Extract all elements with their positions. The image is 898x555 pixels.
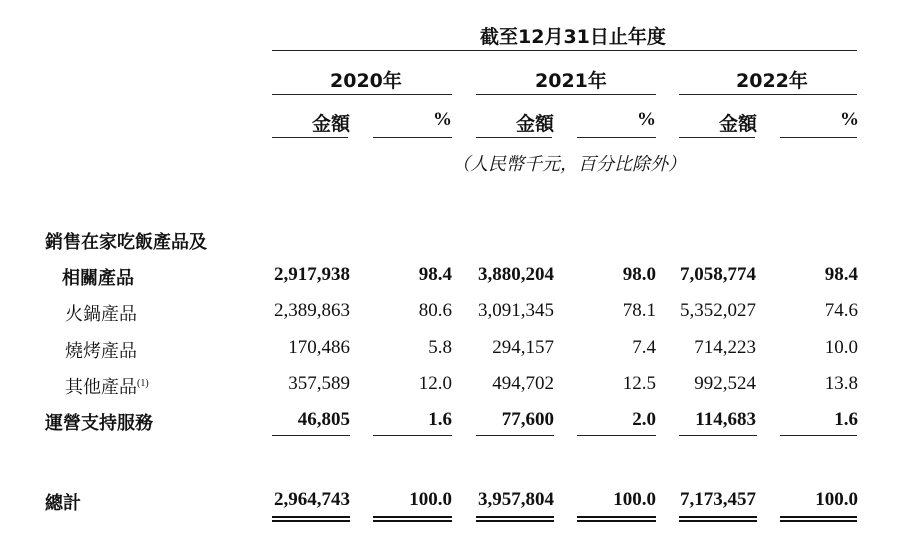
- row-label-other-text: 其他產品: [65, 377, 137, 398]
- cell: 3,957,804: [478, 489, 554, 510]
- col-rule: [679, 137, 755, 138]
- cell: 2,389,863: [274, 300, 350, 321]
- subtotal-rule: [272, 435, 350, 436]
- period-title: 截至12月31日止年度: [480, 26, 666, 48]
- col-rule: [780, 137, 857, 138]
- col-rule: [577, 137, 656, 138]
- row-label-support: 運營支持服務: [45, 413, 153, 434]
- cell: 2,917,938: [274, 264, 350, 285]
- subtotal-rule: [577, 435, 656, 436]
- footnote-marker: (1): [137, 378, 149, 389]
- total-double-rule: [780, 516, 857, 522]
- cell: 992,524: [694, 373, 756, 394]
- amount-label-2020: 金額: [312, 113, 351, 135]
- cell: 357,589: [288, 373, 350, 394]
- cell: 7.4: [632, 337, 656, 358]
- cell: 2.0: [632, 409, 656, 430]
- amount-label-2022: 金額: [719, 113, 758, 135]
- cell: 98.0: [622, 264, 656, 285]
- col-rule: [272, 137, 348, 138]
- total-double-rule: [577, 516, 656, 522]
- cell: 80.6: [418, 300, 452, 321]
- cell: 98.4: [824, 264, 858, 285]
- amount-label-2021: 金額: [516, 113, 555, 135]
- pct-label-2022: %: [840, 109, 859, 130]
- subtotal-rule: [476, 435, 554, 436]
- year-2020: 2020年: [330, 70, 402, 92]
- total-double-rule: [272, 516, 350, 522]
- cell: 12.5: [622, 373, 656, 394]
- row-label-related: 相關產品: [62, 268, 134, 289]
- row-label-total: 總計: [45, 493, 81, 514]
- cell: 100.0: [815, 489, 858, 510]
- year-rule-2021: [476, 94, 656, 95]
- cell: 7,058,774: [680, 264, 756, 285]
- cell: 1.6: [834, 409, 858, 430]
- cell: 2,964,743: [274, 489, 350, 510]
- total-double-rule: [373, 516, 452, 522]
- cell: 1.6: [428, 409, 452, 430]
- year-rule-2022: [679, 94, 857, 95]
- cell: 100.0: [409, 489, 452, 510]
- cell: 74.6: [824, 300, 858, 321]
- cell: 78.1: [622, 300, 656, 321]
- cell: 3,880,204: [478, 264, 554, 285]
- row-label-bbq: 燒烤產品: [65, 341, 137, 362]
- cell: 5.8: [428, 337, 452, 358]
- cell: 46,805: [297, 409, 350, 430]
- total-double-rule: [476, 516, 554, 522]
- cell: 98.4: [418, 264, 452, 285]
- cell: 77,600: [501, 409, 554, 430]
- cell: 294,157: [492, 337, 554, 358]
- cell: 114,683: [695, 409, 756, 430]
- pct-label-2021: %: [637, 109, 656, 130]
- row-label-other: [65, 373, 149, 399]
- row-label-sales: 銷售在家吃飯產品及: [45, 232, 207, 253]
- year-2022: 2022年: [736, 70, 808, 92]
- cell: 10.0: [824, 337, 858, 358]
- unit-note: （人民幣千元，百分比除外）: [452, 154, 686, 175]
- year-rule-2020: [272, 94, 452, 95]
- header-rule: [272, 50, 857, 51]
- cell: 3,091,345: [478, 300, 554, 321]
- subtotal-rule: [780, 435, 857, 436]
- row-label-hotpot: 火鍋產品: [65, 304, 137, 325]
- cell: 7,173,457: [680, 489, 756, 510]
- year-2021: 2021年: [535, 70, 607, 92]
- pct-label-2020: %: [433, 109, 452, 130]
- cell: 100.0: [613, 489, 656, 510]
- cell: 714,223: [694, 337, 756, 358]
- cell: 13.8: [824, 373, 858, 394]
- subtotal-rule: [373, 435, 452, 436]
- col-rule: [476, 137, 552, 138]
- total-double-rule: [679, 516, 757, 522]
- cell: 494,702: [492, 373, 554, 394]
- subtotal-rule: [679, 435, 757, 436]
- cell: 170,486: [288, 337, 350, 358]
- col-rule: [373, 137, 452, 138]
- cell: 5,352,027: [680, 300, 756, 321]
- cell: 12.0: [418, 373, 452, 394]
